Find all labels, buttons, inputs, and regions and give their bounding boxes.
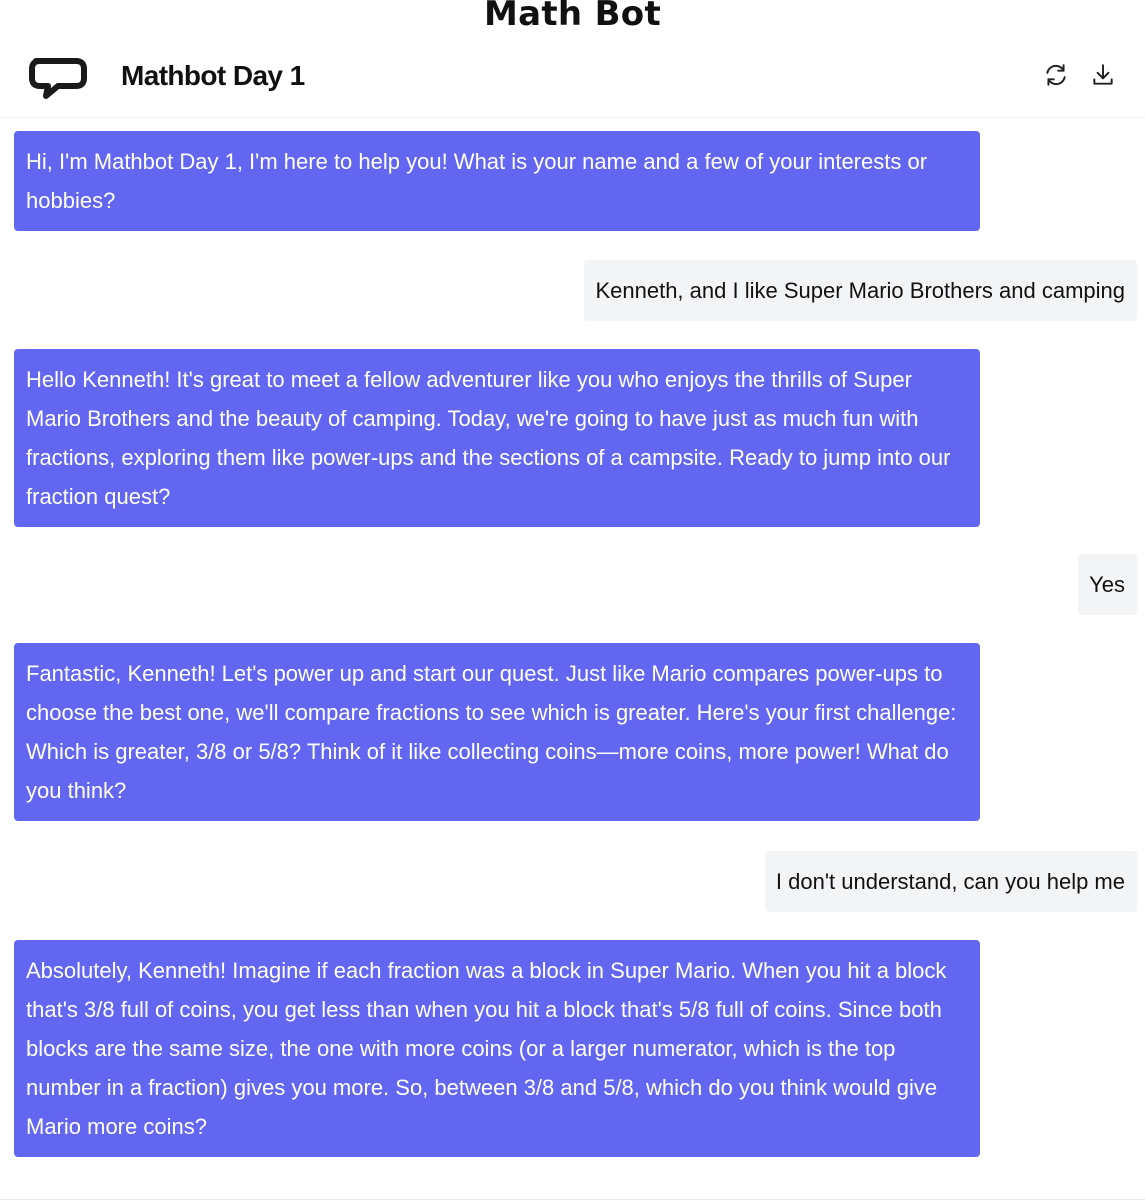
download-icon (1090, 62, 1116, 93)
speech-bubble-icon (28, 56, 88, 100)
download-button[interactable] (1088, 62, 1118, 92)
page-title: Math Bot (484, 0, 661, 34)
refresh-button[interactable] (1041, 62, 1071, 92)
refresh-icon (1043, 62, 1069, 93)
user-message: Yes (1078, 554, 1137, 615)
bot-message: Fantastic, Kenneth! Let's power up and start our quest. Just like Mario compares power-ups to choose the best one, we'll compare fractions to see which is greater. Here's your first challenge: Which is greater, 3/8 or 5/8? Think of it like collecting coins—more coins, more power! What do you think? (14, 643, 980, 821)
user-message: Kenneth, and I like Super Mario Brothers and camping (584, 260, 1137, 321)
chat-header (0, 40, 1145, 118)
divider (0, 1199, 1145, 1200)
chat-title: Mathbot Day 1 (121, 60, 305, 91)
bot-message: Hello Kenneth! It's great to meet a fellow adventurer like you who enjoys the thrills of Super Mario Brothers and the beauty of camping. Today, we're going to have just as much fun with fractions, exploring them like power-ups and the sections of a campsite. Ready to jump into our fraction quest? (14, 349, 980, 527)
bot-message: Hi, I'm Mathbot Day 1, I'm here to help you! What is your name and a few of your interests or hobbies? (14, 131, 980, 231)
bot-message: Absolutely, Kenneth! Imagine if each fraction was a block in Super Mario. When you hit a block that's 3/8 full of coins, you get less than when you hit a block that's 5/8 full of coins. Since both blocks are the same size, the one with more coins (or a larger numerator, which is the top number in a fraction) gives you more. So, between 3/8 and 5/8, which do you think would give Mario more coins? (14, 940, 980, 1157)
user-message: I don't understand, can you help me (765, 851, 1137, 912)
